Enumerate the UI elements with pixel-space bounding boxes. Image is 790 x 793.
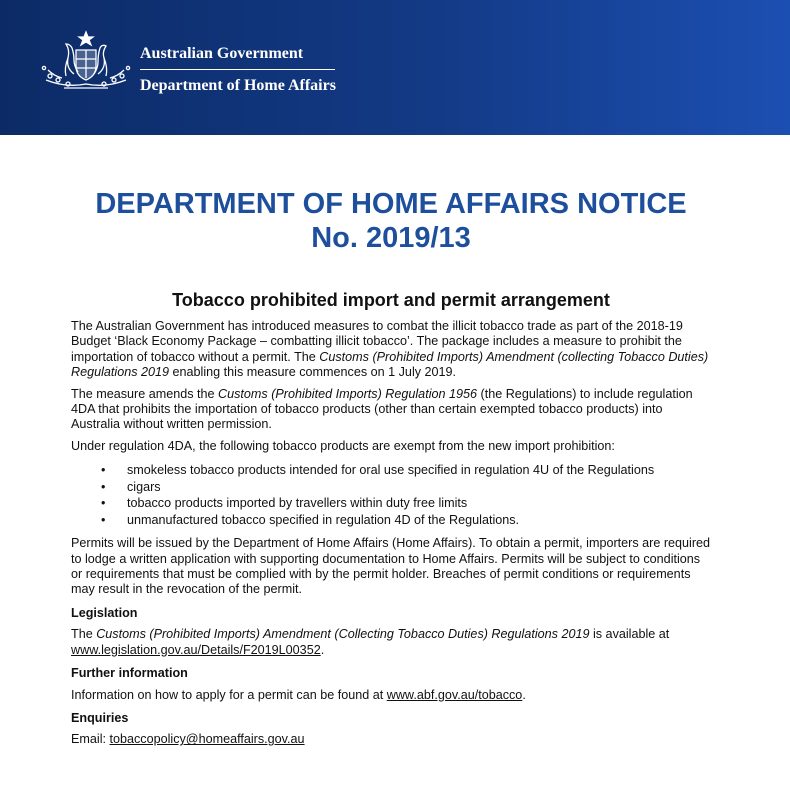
- abf-tobacco-link[interactable]: www.abf.gov.au/tobacco: [386, 687, 523, 702]
- legislation-heading: Legislation: [71, 605, 138, 620]
- paragraph-permits: Permits will be issued by the Department of Home Affairs (Home Affairs). To obtain a permit, importers are required to lodge a written application with supporting documentation to Home Affairs. Permits will be subject to conditions or requirements that must be complied with by the permit holder. Breaches of permit conditions or requirements may result in the revocation of the permit.: [71, 536, 711, 597]
- list-item: • tobacco products imported by travellers within duty free limits: [127, 495, 711, 512]
- paragraph-intro: The Australian Government has introduced measures to combat the illicit tobacco trade as part of the 2018-19 Budget ‘Black Economy Package – combatting illicit tobacco’. The package includes a measure to prohibit the importation of tobacco without a permit. The Customs (Prohibited Imports) Amendment (collecting Tobacco Duties) Regulations 2019 enabling this measure commences on 1 July 2019.: [71, 319, 709, 380]
- notice-body: [71, 319, 711, 754]
- title-line-1: DEPARTMENT OF HOME AFFAIRS NOTICE: [95, 188, 687, 220]
- further-info-heading: Further information: [71, 666, 188, 681]
- paragraph-measure: The measure amends the Customs (Prohibited Imports) Regulation 1956 (the Regulations) to include regulation 4DA that prohibits the importation of tobacco products (other than certain exempted tobacco products) into Australia without written permission.: [71, 386, 693, 432]
- list-item: • smokeless tobacco products intended for oral use specified in regulation 4U of the Regulations: [127, 462, 711, 479]
- header-divider: [140, 69, 335, 70]
- further-info-text: Information on how to apply for a permit can be found at www.abf.gov.au/tobacco.: [71, 687, 526, 702]
- enquiries-heading: Enquiries: [71, 710, 129, 725]
- legislation-text: The Customs (Prohibited Imports) Amendment (Collecting Tobacco Duties) Regulations 2019 is available at www.legislation.gov.au/Details/F2019L00352.: [71, 627, 670, 657]
- list-item: • unmanufactured tobacco specified in regulation 4D of the Regulations.: [127, 512, 711, 529]
- dept-name: Department of Home Affairs: [140, 77, 336, 94]
- email-link[interactable]: tobaccopolicy@homeaffairs.gov.au: [109, 732, 305, 747]
- coat-of-arms-icon: [38, 28, 134, 98]
- page-title: [0, 187, 782, 255]
- list-item: • cigars: [127, 479, 711, 496]
- notice-subtitle: Tobacco prohibited import and permit arrangement: [172, 290, 610, 310]
- enquiries-text: Email: tobaccopolicy@homeaffairs.gov.au: [71, 732, 305, 747]
- org-name: Australian Government: [140, 45, 304, 62]
- paragraph-exemptions: Under regulation 4DA, the following tobacco products are exempt from the new import prohibition:: [71, 438, 615, 453]
- title-line-2: No. 2019/13: [311, 222, 471, 254]
- header-banner: [0, 0, 790, 135]
- exempt-list: [71, 462, 711, 528]
- legislation-link[interactable]: www.legislation.gov.au/Details/F2019L00352: [71, 642, 321, 657]
